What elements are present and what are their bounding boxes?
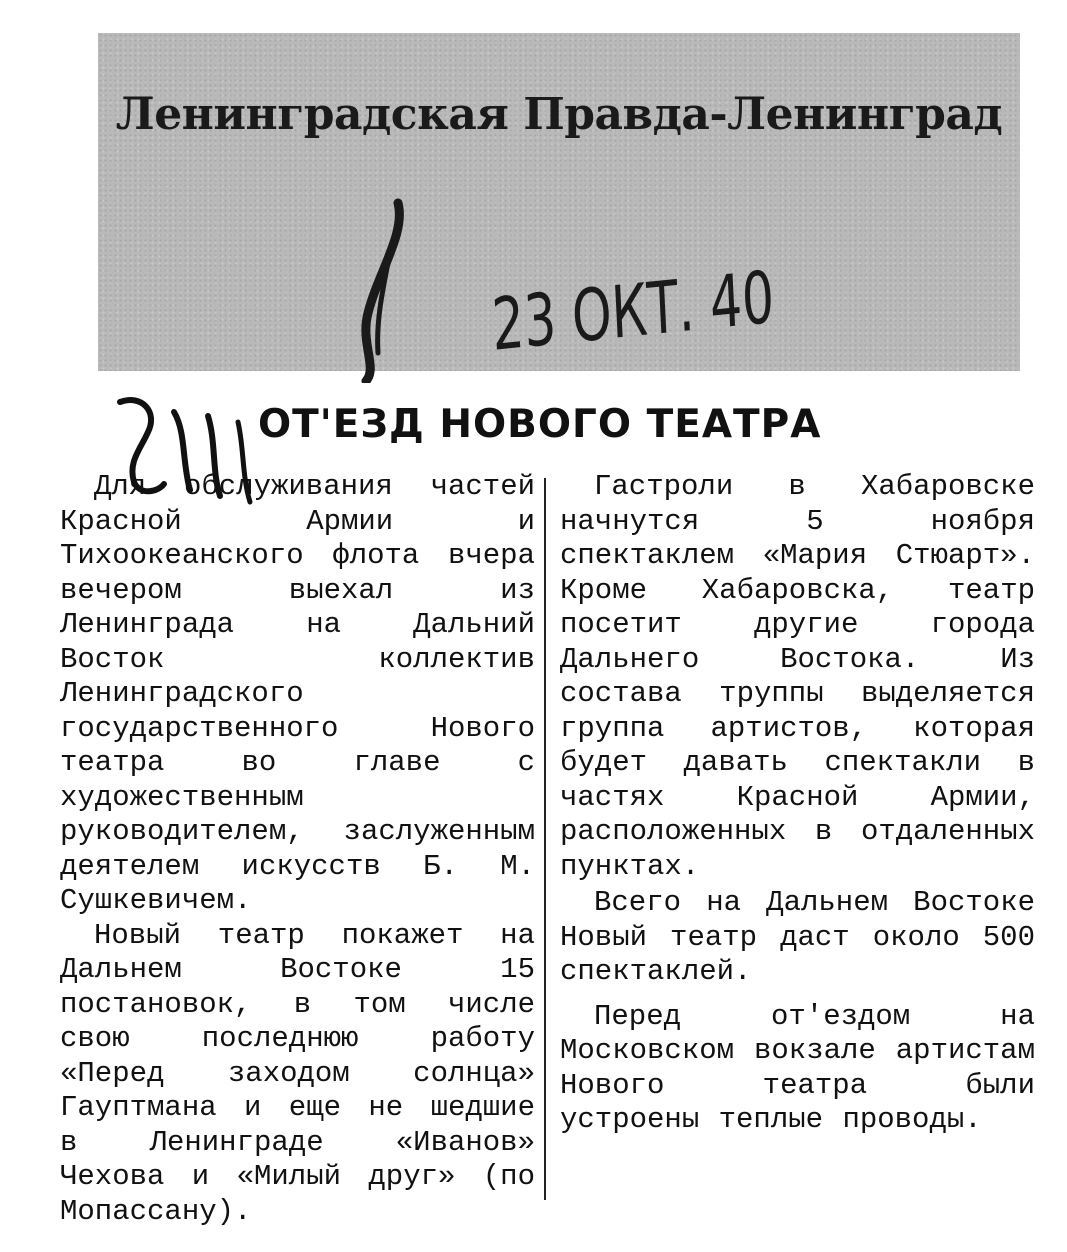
column-divider — [544, 478, 546, 1200]
article-paragraph: Всего на Дальнем Востоке Новый театр даст около 500 спектаклей. — [560, 886, 1035, 988]
article-title: ОТ'ЕЗД НОВОГО ТЕАТРА — [258, 402, 822, 447]
article-left-column — [60, 470, 535, 1229]
handwritten-mark-icon — [348, 193, 408, 383]
stamp-title: Ленинградская Правда-Ленинград — [115, 89, 1003, 140]
article-right-column — [560, 470, 1035, 1138]
article-paragraph: Новый театр покажет на Дальнем Востоке 15 постановок, в том числе свою последнюю работу «Перед заходом солнца» Гауптмана и еще не шедшие в Ленинграде «Иванов» Чехова и «Милый друг» (по Мопассану). — [60, 918, 535, 1228]
article-paragraph: Перед от'ездом на Московском вокзале артистам Нового театра были устроены теплые проводы. — [560, 999, 1035, 1136]
stamp-date: 23 ОКТ. 40 — [490, 254, 776, 367]
newspaper-stamp — [98, 33, 1020, 371]
article-paragraph: Для обслуживания частей Красной Армии и Тихоокеанского флота вчера вечером выехал из Ленинграда на Дальний Восток коллектив Ленинградского государственного Нового театра во главе с художественным руководителем, заслуженным деятелем искусств Б. М. Сушкевичем. — [60, 470, 535, 917]
article-paragraph: Гастроли в Хабаровске начнутся 5 ноября спектаклем «Мария Стюарт». Кроме Хабаровска, театр посетит другие города Дальнего Востока. Из состава труппы выделяется группа артистов, которая будет давать спектакли в частях Красной Армии, расположенных в отдаленных пунктах. — [560, 470, 1035, 883]
